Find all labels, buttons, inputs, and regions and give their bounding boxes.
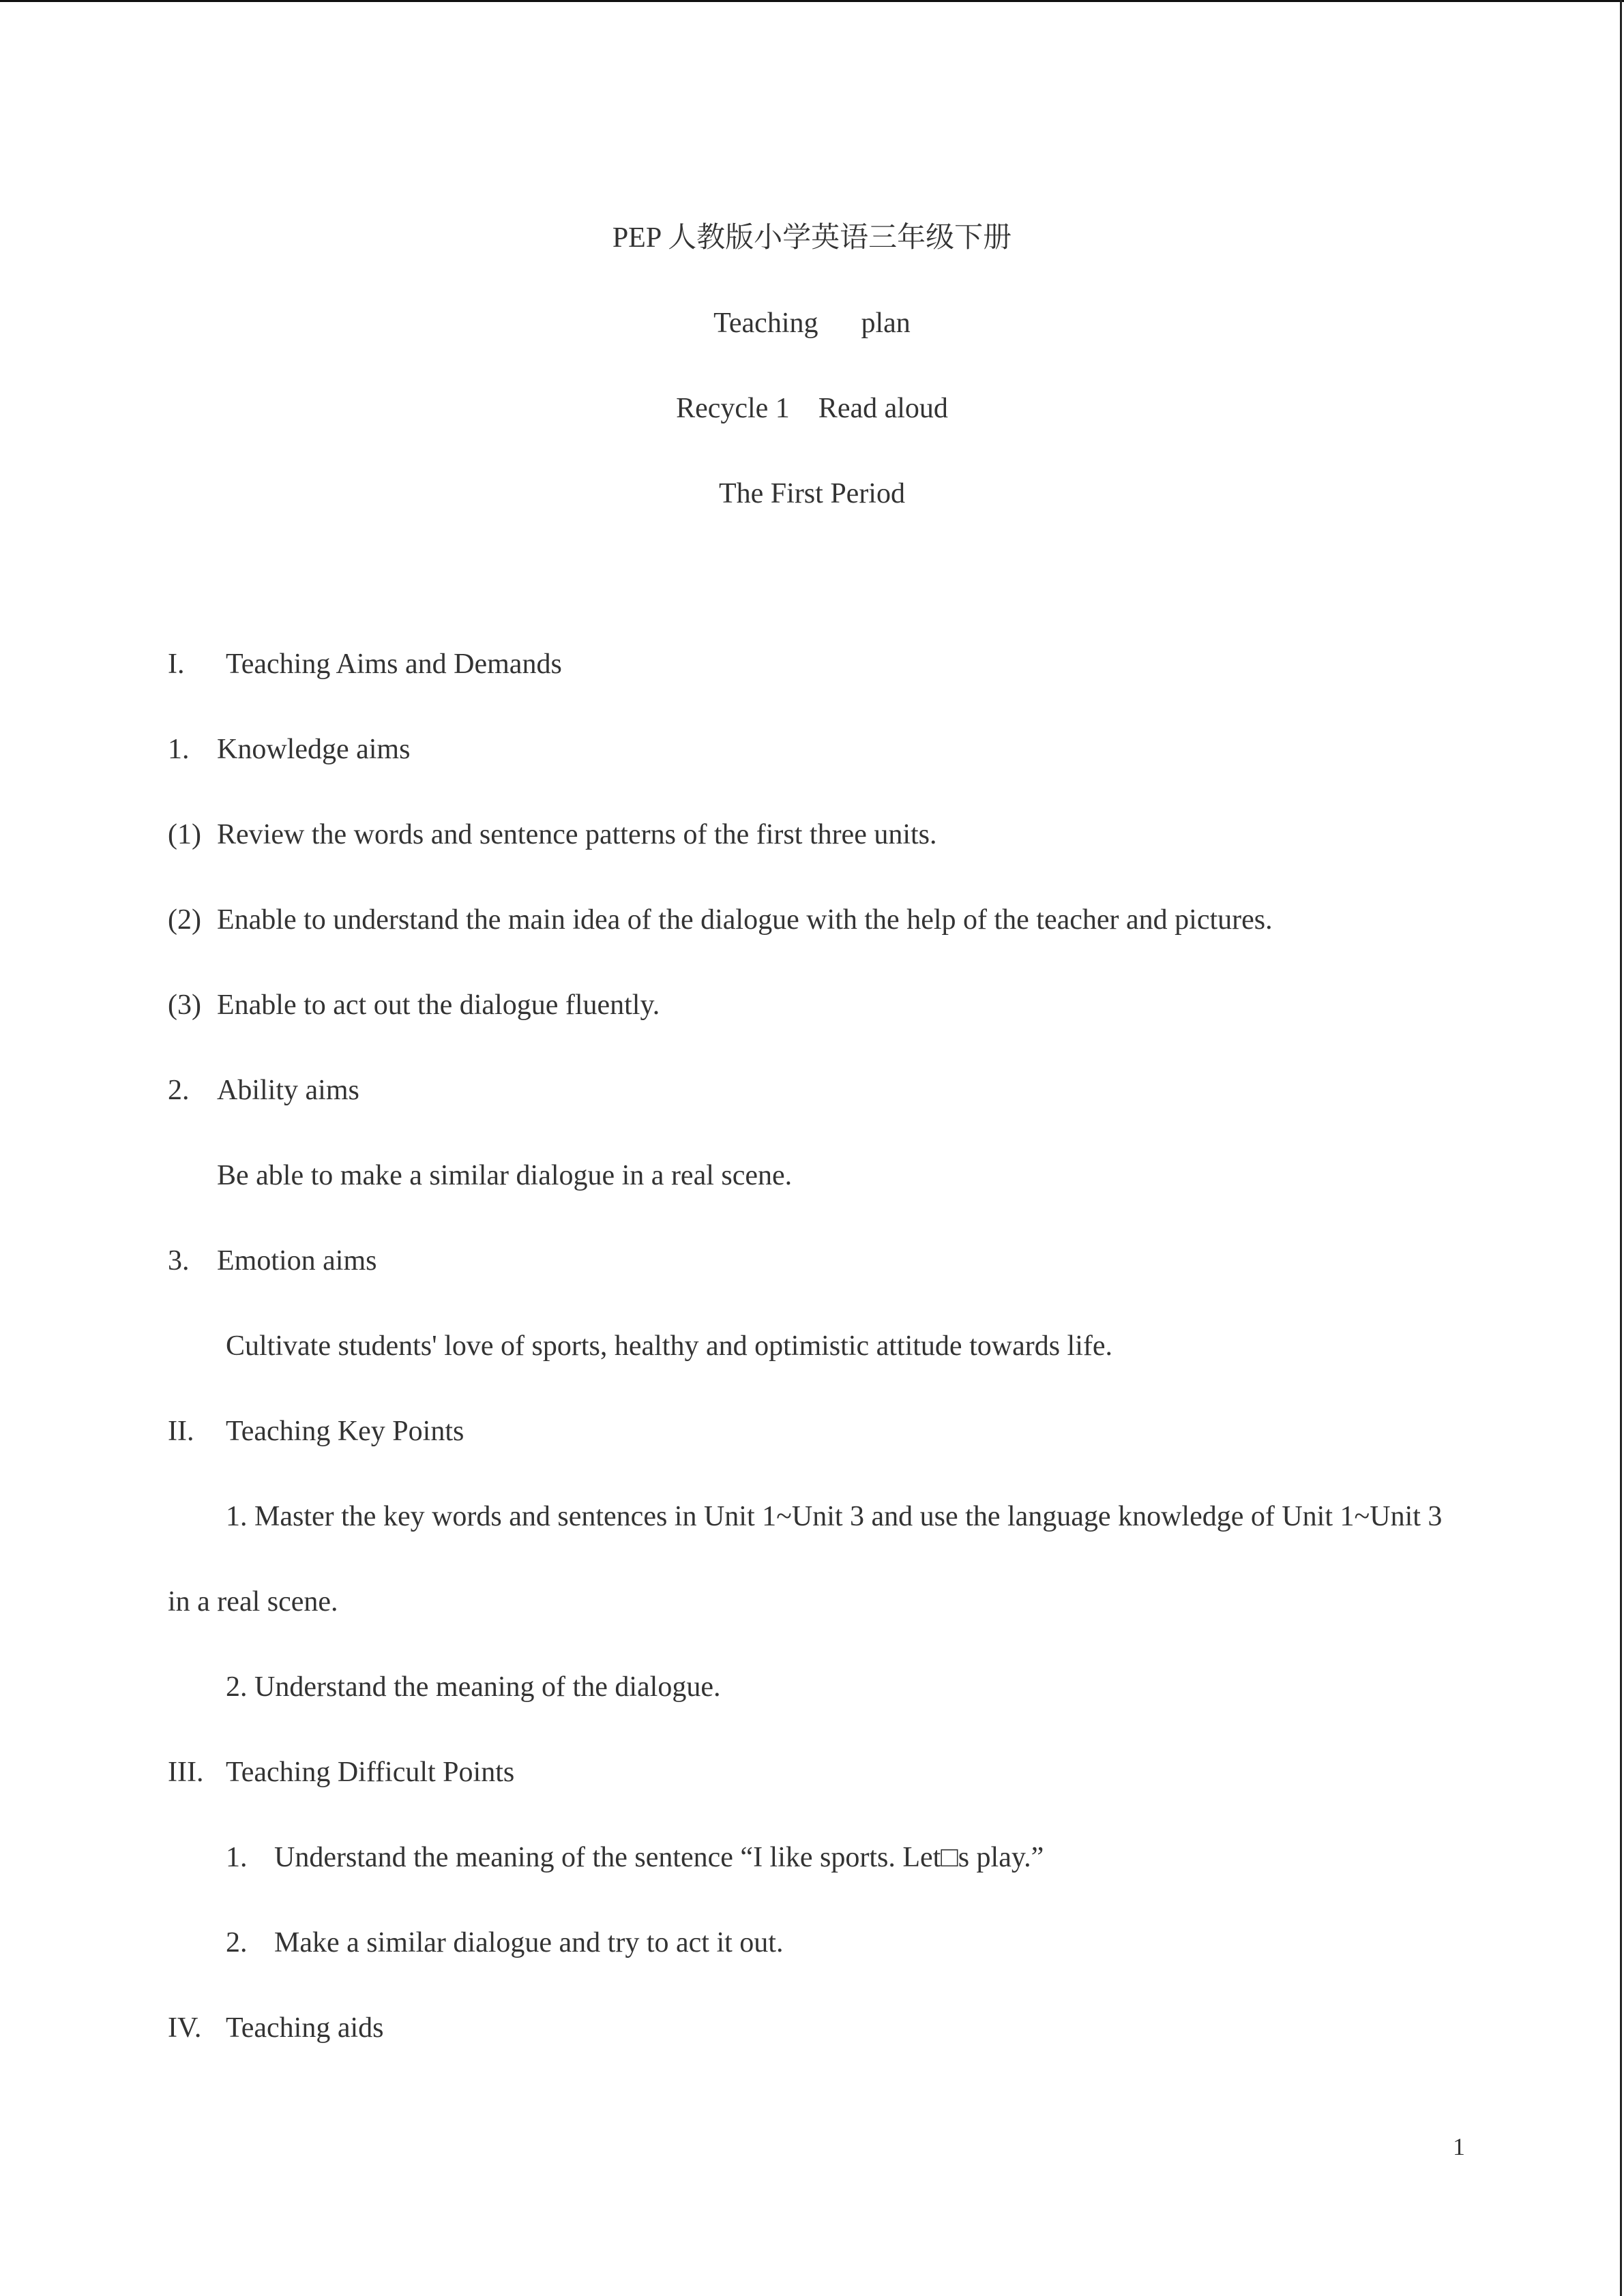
paragraph: in a real scene. bbox=[168, 1586, 338, 1617]
list-number: 1. bbox=[168, 734, 190, 765]
list-number: 3. bbox=[168, 1245, 190, 1277]
list-number: 2. bbox=[226, 1927, 248, 1958]
section-numeral: III. bbox=[168, 1757, 204, 1788]
period-title: The First Period bbox=[719, 478, 905, 509]
list-number: (3) bbox=[168, 989, 201, 1021]
document-subtitle: Teaching plan bbox=[713, 308, 911, 339]
page-right-border bbox=[1620, 0, 1622, 2296]
document-title: PEP 人教版小学英语三年级下册 bbox=[612, 222, 1012, 254]
section-heading: Teaching Aims and Demands bbox=[226, 648, 562, 680]
paragraph: 1. Master the key words and sentences in Unit 1~Unit 3 and use the language knowledge of Unit 1~Unit 3 bbox=[226, 1501, 1443, 1532]
section-numeral: IV. bbox=[168, 2012, 202, 2044]
section-heading: Teaching aids bbox=[226, 2012, 384, 2044]
section-heading: Teaching Key Points bbox=[226, 1416, 464, 1447]
section-numeral: I. bbox=[168, 648, 185, 680]
paragraph: Cultivate students' love of sports, healthy and optimistic attitude towards life. bbox=[226, 1330, 1113, 1362]
list-item: Make a similar dialogue and try to act it out. bbox=[274, 1927, 784, 1958]
list-number: (2) bbox=[168, 904, 201, 936]
list-number: 2. bbox=[168, 1075, 190, 1106]
paragraph: 2. Understand the meaning of the dialogue. bbox=[226, 1671, 721, 1703]
section-heading: Teaching Difficult Points bbox=[226, 1757, 515, 1788]
list-number: (1) bbox=[168, 819, 201, 850]
subsection-heading: Ability aims bbox=[217, 1075, 359, 1106]
subsection-heading: Knowledge aims bbox=[217, 734, 411, 765]
list-item: Enable to act out the dialogue fluently. bbox=[217, 989, 660, 1021]
list-item: Enable to understand the main idea of the dialogue with the help of the teacher and pictures. bbox=[217, 904, 1273, 936]
paragraph: Be able to make a similar dialogue in a real scene. bbox=[217, 1160, 793, 1191]
page-number: 1 bbox=[1453, 2133, 1465, 2160]
list-item: Understand the meaning of the sentence “I like sports. Let□s play.” bbox=[274, 1842, 1044, 1873]
section-numeral: II. bbox=[168, 1416, 194, 1447]
page-top-border bbox=[0, 0, 1624, 2]
list-number: 1. bbox=[226, 1842, 248, 1873]
lesson-title: Recycle 1 Read aloud bbox=[676, 393, 948, 424]
list-item: Review the words and sentence patterns of the first three units. bbox=[217, 819, 937, 850]
subsection-heading: Emotion aims bbox=[217, 1245, 377, 1277]
